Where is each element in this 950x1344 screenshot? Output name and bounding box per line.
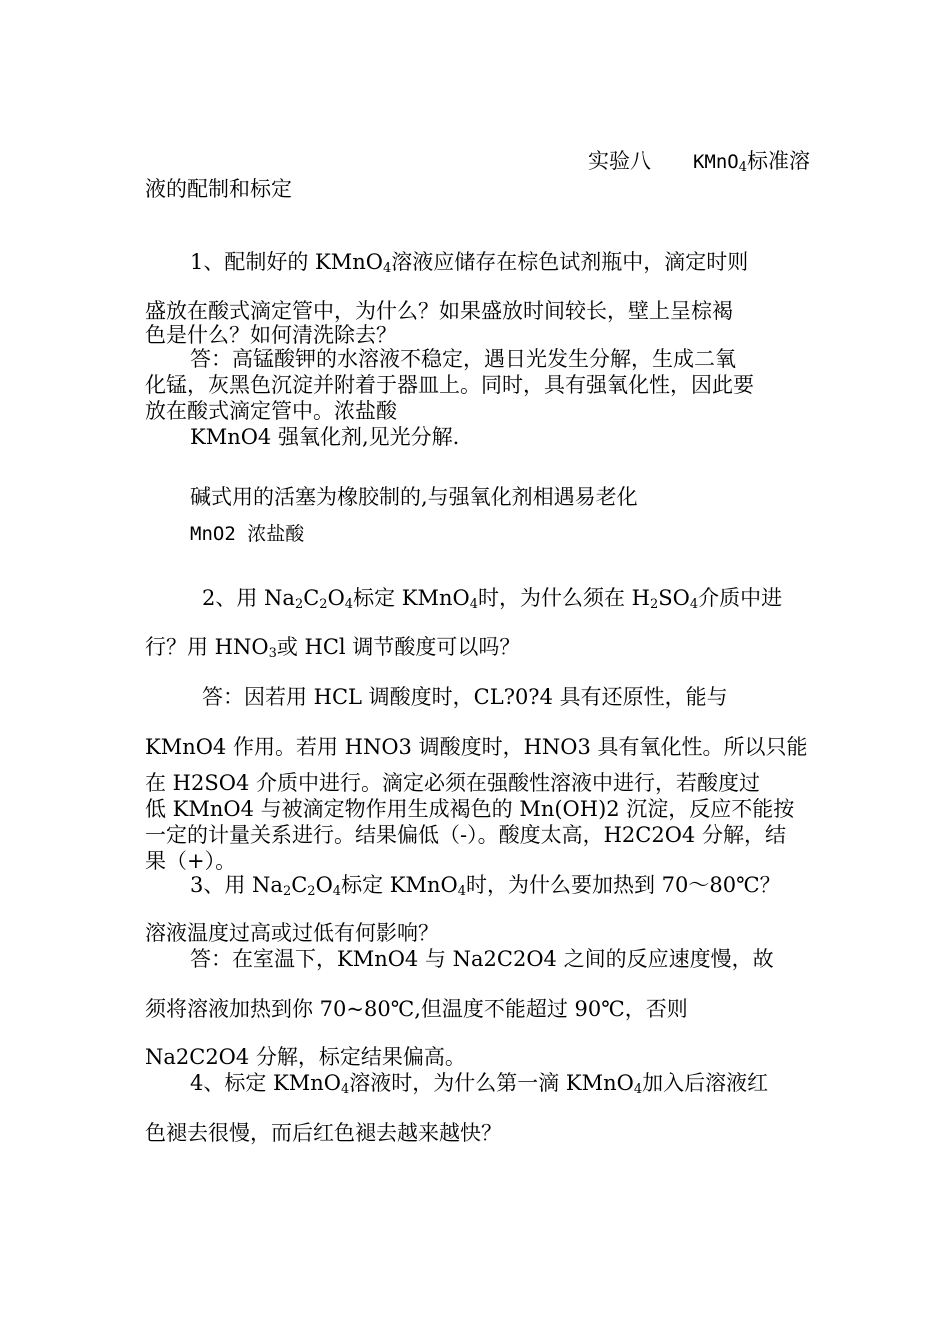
q2-text: 介质中进 (698, 586, 783, 610)
q1-answer-2: 化锰，灰黑色沉淀并附着于器皿上。同时，具有强氧化性，因此要 (145, 373, 754, 397)
title-formula: KMnO (692, 151, 739, 173)
q1-line-3: 色是什么？如何清洗除去？ (145, 323, 397, 347)
subscript: 2 (282, 884, 292, 899)
q2-text: 或 HCl 调节酸度可以吗？ (276, 635, 521, 659)
q2-answer-6: 果（+）。 (145, 849, 237, 873)
q3-line-1 (190, 872, 810, 898)
q1-text: 溶液应储存在棕色试剂瓶中，滴定时则 (391, 250, 749, 274)
q3-text: 标定 KMnO (341, 873, 458, 897)
q2-answer-4: 低 KMnO4 与被滴定物作用生成褐色的 Mn(OH)2 沉淀，反应不能按 (145, 797, 795, 821)
q2-answer-1: 答：因若用 HCL 调酸度时，CL?0?4 具有还原性，能与 (202, 685, 728, 709)
q2-line-1 (202, 585, 810, 611)
q2-text: 行？用 HNO (145, 635, 269, 659)
subscript: 2 (294, 597, 304, 612)
subscript: 2 (649, 597, 659, 612)
subscript: 4 (457, 884, 466, 899)
title-text: 实验八 (587, 149, 693, 173)
title-line-1 (145, 148, 810, 175)
q2-text: C (303, 586, 320, 610)
q2-text: 2、用 Na (202, 586, 295, 610)
q1-answer-5: 碱式用的活塞为橡胶制的,与强氧化剂相遇易老化 (190, 485, 638, 509)
q3-answer-3: Na2C2O4 分解，标定结果偏高。 (145, 1045, 466, 1069)
subscript: 4 (340, 1082, 350, 1097)
subscript: 4 (344, 597, 354, 612)
q4-line-2: 色褪去很慢，而后红色褪去越来越快？ (145, 1121, 502, 1145)
subscript: 4 (469, 597, 478, 612)
subscript: 4 (689, 597, 699, 612)
subscript: 3 (268, 646, 277, 661)
subscript: 2 (319, 597, 328, 612)
q2-answer-5: 一定的计量关系进行。结果偏低（-）。酸度太高，H2C2O4 分解，结 (145, 823, 786, 847)
subscript: 4 (738, 160, 747, 175)
q3-text: 时，为什么要加热到 70～80℃？ (465, 873, 781, 897)
q1-answer-1: 答：高锰酸钾的水溶液不稳定，遇日光发生分解，生成二氧 (190, 347, 736, 371)
q2-text: 时，为什么须在 H (477, 586, 650, 610)
q3-answer-2: 须将溶液加热到你 70~80℃,但温度不能超过 90℃，否则 (145, 997, 688, 1021)
q1-answer-6: MnO2 浓盐酸 (190, 523, 305, 545)
q2-answer-3: 在 H2SO4 介质中进行。滴定必须在强酸性溶液中进行，若酸度过 (145, 771, 760, 795)
q3-text: 3、用 Na (190, 873, 283, 897)
q2-text: O (327, 586, 345, 610)
subscript: 4 (382, 261, 392, 276)
subscript: 2 (307, 884, 316, 899)
title-text: 标准溶 (747, 149, 810, 173)
q3-text: O (315, 873, 333, 897)
q1-line-1 (190, 249, 810, 275)
subscript: 4 (332, 884, 342, 899)
q4-line-1 (190, 1070, 810, 1096)
q3-line-2: 溶液温度过高或过低有何影响？ (145, 921, 439, 945)
q2-text: 标定 KMnO (353, 586, 470, 610)
q1-line-2: 盛放在酸式滴定管中，为什么？如果盛放时间较长，壁上呈棕褐 (145, 299, 733, 323)
q1-answer-4: KMnO4 强氧化剂,见光分解. (190, 425, 460, 449)
q2-text: SO (658, 586, 690, 610)
q3-answer-1: 答：在室温下，KMnO4 与 Na2C2O4 之间的反应速度慢，故 (190, 947, 774, 971)
q2-answer-2: KMnO4 作用。若用 HNO3 调酸度时，HNO3 具有氧化性。所以只能 (145, 735, 808, 759)
q4-text: 4、标定 KMnO (190, 1071, 341, 1095)
q1-answer-3: 放在酸式滴定管中。浓盐酸 (145, 399, 397, 423)
q1-text: 1、配制好的 KMnO (190, 250, 383, 274)
q4-text: 溶液时，为什么第一滴 KMnO (349, 1071, 634, 1095)
q2-line-2 (145, 634, 810, 660)
q3-text: C (291, 873, 308, 897)
subscript: 4 (633, 1082, 643, 1097)
title-line-2: 液的配制和标定 (145, 177, 292, 201)
q4-text: 加入后溶液红 (642, 1071, 769, 1095)
